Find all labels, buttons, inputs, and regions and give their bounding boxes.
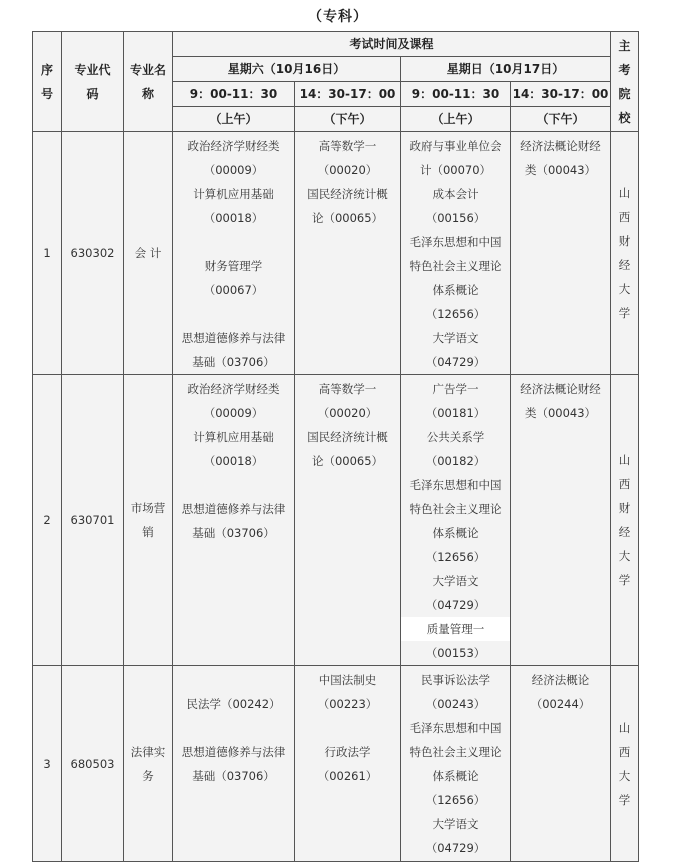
- header-major: 专业名 称: [124, 32, 173, 132]
- header-sun-pm-time: 14：30-17：00: [511, 82, 611, 107]
- row-school: 山 西 财 经 大 学: [611, 132, 639, 375]
- row-major: 法律实 务: [124, 666, 173, 862]
- row-seq: 1: [33, 132, 62, 375]
- row-seq: 3: [33, 666, 62, 862]
- header-sun-pm-label: （下午）: [511, 107, 611, 132]
- row-major: 市场营 销: [124, 375, 173, 666]
- sat-pm-courses: 中国法制史 （00223） 行政法学 （00261）: [295, 666, 401, 862]
- page-title: （专科）: [308, 9, 368, 25]
- header-sat-pm-label: （下午）: [295, 107, 401, 132]
- header-school: 主 考 院 校: [611, 32, 639, 132]
- header-day-sunday: 星期日（10月17日）: [401, 57, 611, 82]
- row-code: 630701: [62, 375, 124, 666]
- sun-pm-courses: 经济法概论财经 类（00043）: [511, 132, 611, 375]
- header-day-saturday: 星期六（10月16日）: [173, 57, 401, 82]
- row-school: 山 西 财 经 大 学: [611, 375, 639, 666]
- row-school: 山 西 大 学: [611, 666, 639, 862]
- sun-am-courses: 广告学一 （00181） 公共关系学 （00182） 毛泽东思想和中国 特色社会主义理论 体系概论 （12656） 大学语文 （04729） 质量管理一 （00153）: [401, 375, 511, 666]
- sat-am-courses: 民法学（00242） 思想道德修养与法律 基础（03706）: [173, 666, 295, 862]
- sun-am-extra-course: 质量管理一: [401, 617, 510, 641]
- header-sat-am-label: （上午）: [173, 107, 295, 132]
- table-row: [33, 666, 639, 862]
- exam-schedule-table: [32, 31, 639, 862]
- sat-am-courses: 政治经济学财经类 （00009） 计算机应用基础 （00018） 思想道德修养与法律 基础（03706）: [173, 375, 295, 666]
- header-sun-am-time: 9：00-11：30: [401, 82, 511, 107]
- sat-am-courses: 政治经济学财经类 （00009） 计算机应用基础 （00018） 财务管理学 （00067） 思想道德修养与法律 基础（03706）: [173, 132, 295, 375]
- table-row: [33, 375, 639, 666]
- sun-am-courses: 政府与事业单位会 计（00070） 成本会计 （00156） 毛泽东思想和中国 特色社会主义理论 体系概论 （12656） 大学语文 （04729）: [401, 132, 511, 375]
- table-row: [33, 132, 639, 375]
- sat-pm-courses: 高等数学一 （00020） 国民经济统计概 论（00065）: [295, 132, 401, 375]
- row-code: 680503: [62, 666, 124, 862]
- sun-pm-courses: 经济法概论财经 类（00043）: [511, 375, 611, 666]
- header-sat-am-time: 9：00-11：30: [173, 82, 295, 107]
- row-code: 630302: [62, 132, 124, 375]
- sun-pm-courses: 经济法概论 （00244）: [511, 666, 611, 862]
- row-major: 会 计: [124, 132, 173, 375]
- header-seq: 序 号: [33, 32, 62, 132]
- header-code: 专业代 码: [62, 32, 124, 132]
- row-seq: 2: [33, 375, 62, 666]
- header-sat-pm-time: 14：30-17：00: [295, 82, 401, 107]
- header-exam-group: 考试时间及课程: [173, 32, 611, 57]
- sun-am-courses: 民事诉讼法学 （00243） 毛泽东思想和中国 特色社会主义理论 体系概论 （12656） 大学语文 （04729）: [401, 666, 511, 862]
- header-sun-am-label: （上午）: [401, 107, 511, 132]
- sat-pm-courses: 高等数学一 （00020） 国民经济统计概 论（00065）: [295, 375, 401, 666]
